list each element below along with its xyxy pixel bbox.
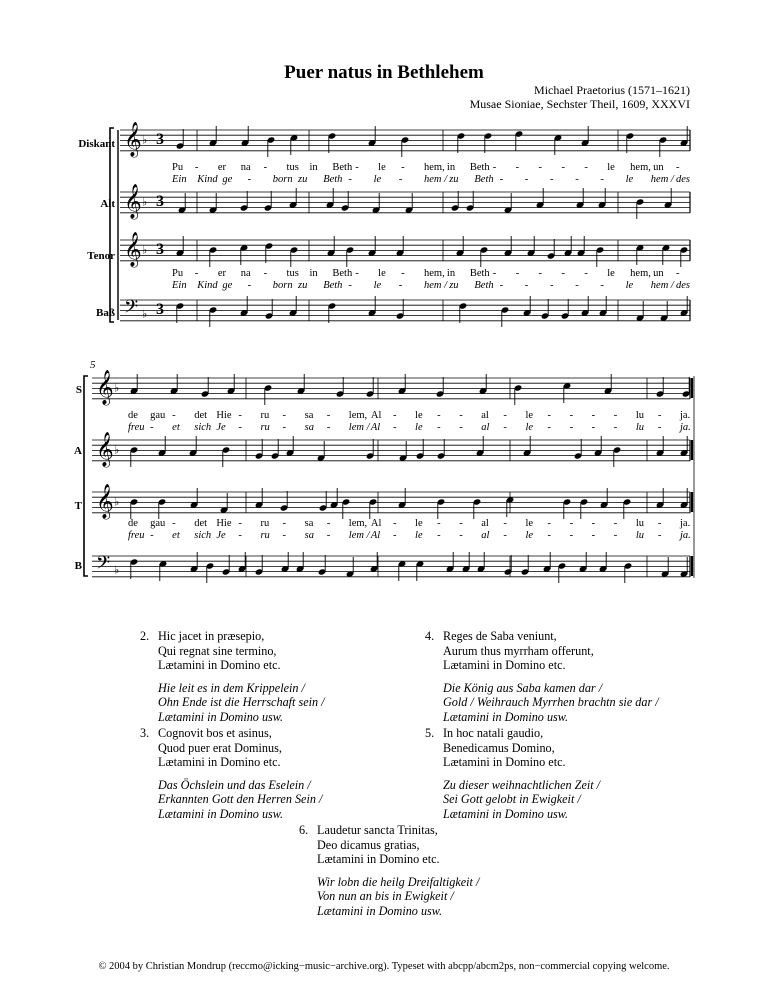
lyric-syllable-german: Beth <box>474 174 494 185</box>
lyric-syllable-german: le <box>525 530 534 541</box>
lyric-syllable-german: - <box>499 174 504 185</box>
lyric-syllable-german: zu <box>298 280 308 291</box>
lyric-syllable-german: lem / <box>348 530 370 541</box>
lyric-syllable-german: le <box>625 174 634 185</box>
verse-number: 6. <box>299 823 309 837</box>
verse-line: Lætamini in Domino etc. <box>443 755 566 769</box>
lyric-syllable-german: sa <box>304 530 314 541</box>
lyric-syllable-german: le <box>415 422 423 433</box>
lyric-syllable: - <box>355 162 359 173</box>
lyric-syllable: - <box>263 162 268 173</box>
lyric-syllable-german: Al <box>370 530 381 541</box>
lyric-syllable: - <box>492 162 497 173</box>
lyric-syllable-german: sich <box>194 422 212 433</box>
lyric-syllable: gau <box>150 410 166 421</box>
lyric-syllable-german: lu <box>635 530 644 541</box>
lyric-syllable: - <box>584 162 588 173</box>
lyric-syllable-german: le <box>373 280 382 291</box>
lyric-syllable: - <box>676 162 680 173</box>
verse-line: Quod puer erat Dominus, <box>158 740 282 755</box>
verse-line-german: Lætamini in Domino usw. <box>158 709 284 724</box>
lyric-syllable-german: hem / <box>650 280 674 291</box>
lyric-syllable: le <box>415 518 423 529</box>
lyric-syllable-german: - <box>499 280 504 291</box>
lyric-syllable-german: - <box>282 422 287 433</box>
lyric-syllable-german: Je <box>216 530 226 541</box>
lyric-syllable-german: - <box>282 530 287 541</box>
lyric-syllable: Beth <box>469 268 490 279</box>
lyric-syllable: hem, <box>630 162 651 173</box>
lyric-syllable-german: hem / <box>424 280 448 291</box>
lyric-syllable-german: ja. <box>680 422 691 433</box>
verse-line: Lætamini in Domino etc. <box>443 658 566 672</box>
lyric-syllable: in <box>309 268 318 279</box>
verse-line: Aurum thus myrrham offerunt, <box>443 643 594 658</box>
lyric-syllable: le <box>525 518 534 529</box>
lyric-syllable: - <box>591 410 596 421</box>
time-signature: 3 <box>156 241 164 258</box>
lyric-syllable: - <box>172 410 176 421</box>
lyric-syllable-german: Ein <box>172 174 187 185</box>
lyric-syllable-german: - <box>657 530 662 541</box>
lyric-syllable: le <box>607 268 615 279</box>
voice-label-tenor: Tenor <box>87 250 115 262</box>
flat-key-icon: ♭ <box>142 307 148 321</box>
verse-5 <box>425 726 601 821</box>
lyric-syllable: de <box>128 410 138 421</box>
verse-line: Lætamini in Domino etc. <box>158 658 281 672</box>
lyric-syllable: ru <box>260 410 270 421</box>
verse-6 <box>299 823 480 918</box>
lyric-syllable-german: - <box>247 280 252 291</box>
lyric-syllable: - <box>584 268 588 279</box>
verse-line: Benedicamus Domino, <box>443 740 555 755</box>
lyric-syllable-german: born <box>272 280 293 291</box>
lyric-syllable: er <box>217 162 226 173</box>
page-title: Puer natus in Bethlehem <box>284 62 484 83</box>
verse-line: Reges de Saba veniunt, <box>443 629 557 643</box>
lyric-syllable-german: - <box>150 530 154 541</box>
lyric-syllable-german: et <box>172 422 180 433</box>
lyric-syllable-german: le <box>625 280 634 291</box>
lyric-syllable-german: et <box>172 530 180 541</box>
treble-clef-icon: 𝄞 <box>124 232 142 267</box>
lyric-syllable: - <box>282 410 287 421</box>
flat-key-icon: ♭ <box>114 443 120 457</box>
lyric-syllable-german: - <box>569 422 574 433</box>
lyric-syllable: sa <box>304 410 314 421</box>
lyric-syllable-german: - <box>575 174 579 185</box>
composer-credit: Michael Praetorius (1571–1621) <box>534 83 690 97</box>
voice-label-b: B <box>74 560 82 572</box>
lyric-syllable: Beth <box>332 162 353 173</box>
lyric-syllable: Hie <box>216 410 232 421</box>
verse-4 <box>425 629 659 724</box>
lyric-syllable-german: - <box>547 422 552 433</box>
verse-line-german: Ohn Ende ist die Herrschaft sein / <box>158 695 325 709</box>
lyric-syllable-german: born <box>272 174 293 185</box>
lyric-syllable-german: ru <box>260 530 270 541</box>
lyric-syllable-german: - <box>547 530 552 541</box>
lyric-syllable: - <box>561 162 565 173</box>
lyric-syllable: - <box>657 410 662 421</box>
lyric-syllable: hem, <box>630 268 651 279</box>
lyric-syllable: - <box>392 410 397 421</box>
lyric-syllable: - <box>326 518 331 529</box>
treble-clef-icon: 𝄞 <box>96 432 114 467</box>
lyric-syllable-german: - <box>550 174 554 185</box>
system-bracket <box>84 376 88 576</box>
lyric-syllable-german: - <box>326 422 331 433</box>
verse-line-german: Gold / Weihrauch Myrrhen brachtn sie dar / <box>443 695 659 709</box>
lyric-syllable: - <box>515 162 520 173</box>
lyric-syllable-german: - <box>613 422 618 433</box>
lyric-syllable-german: - <box>613 530 618 541</box>
lyric-syllable: - <box>282 518 287 529</box>
lyric-syllable-german: - <box>524 280 529 291</box>
lyric-syllable-german: - <box>348 174 352 185</box>
lyric-syllable: al <box>481 518 489 529</box>
verse-line-german: Zu dieser weihnachtlichen Zeit / <box>443 777 601 792</box>
verse-number: 2. <box>140 629 150 643</box>
verse-line-german: Sei Gott gelobt in Ewigkeit / <box>443 792 581 806</box>
lyric-syllable: Al <box>370 410 382 421</box>
lyric-syllable: na <box>240 162 251 173</box>
lyric-syllable: Pu <box>172 162 184 173</box>
treble-clef-icon: 𝄞 <box>96 484 114 519</box>
lyric-syllable-german: - <box>398 280 403 291</box>
flat-key-icon: ♭ <box>114 563 120 577</box>
lyric-syllable: ru <box>260 518 270 529</box>
verse-line-german: Lætamini in Domino usw. <box>317 903 443 918</box>
flat-key-icon: ♭ <box>142 243 148 257</box>
lyric-syllable: hem, <box>424 162 445 173</box>
lyric-syllable-german: - <box>459 422 463 433</box>
lyric-syllable: le <box>607 162 615 173</box>
lyric-syllable: un <box>653 268 664 279</box>
lyric-syllable-german: - <box>238 530 242 541</box>
lyric-syllable-german: ru <box>260 422 270 433</box>
lyric-syllable-german: zu <box>449 174 459 185</box>
lyric-syllable: - <box>437 518 441 529</box>
lyric-syllable: - <box>515 268 520 279</box>
voice-label-s: S <box>75 384 82 396</box>
lyric-syllable-german: le <box>373 174 382 185</box>
verse-line: Deo dicamus gratias, <box>317 837 420 852</box>
lyric-syllable: hem, <box>424 268 445 279</box>
lyric-syllable-german: lem / <box>348 422 370 433</box>
voice-label-t: T <box>74 500 82 512</box>
lyric-syllable-german: - <box>437 422 441 433</box>
lyric-syllable: lu <box>635 410 644 421</box>
lyric-syllable-german: - <box>503 530 507 541</box>
copyright-footer: © 2004 by Christian Mondrup (reccmo@icking−music−archive.org). Typeset with abcpp/abcm2ps, non−commercial copying welcome. <box>98 961 670 972</box>
lyric-syllable: le <box>378 268 386 279</box>
lyric-syllable: tus <box>286 268 299 279</box>
verse-number: 5. <box>425 726 435 740</box>
lyric-syllable-german: Beth <box>323 280 343 291</box>
lyric-syllable-german: hem / <box>650 174 674 185</box>
lyric-syllable: - <box>503 410 507 421</box>
lyric-syllable: - <box>263 268 268 279</box>
lyric-syllable-german: hem / <box>424 174 448 185</box>
lyric-syllable: - <box>538 162 543 173</box>
lyric-syllable: - <box>392 518 397 529</box>
lyric-syllable-german: - <box>398 174 403 185</box>
lyric-syllable: le <box>415 410 423 421</box>
lyric-syllable: - <box>172 518 176 529</box>
lyric-syllable: - <box>437 410 441 421</box>
lyric-syllable: un <box>653 162 664 173</box>
lyric-syllable: - <box>657 518 662 529</box>
time-signature: 3 <box>156 301 164 318</box>
lyric-syllable-german: Beth <box>323 174 343 185</box>
time-signature: 3 <box>156 131 164 148</box>
lyric-syllable: in <box>446 268 456 279</box>
lyric-syllable-german: al <box>481 422 490 433</box>
lyric-syllable-german: Je <box>216 422 226 433</box>
lyric-syllable-german: - <box>150 422 154 433</box>
lyric-syllable: - <box>547 518 552 529</box>
lyric-syllable-german: - <box>326 530 331 541</box>
lyric-syllable: lu <box>635 518 644 529</box>
bass-clef-icon: 𝄢 <box>124 297 139 322</box>
voice-label-a: A <box>74 445 82 457</box>
lyric-syllable-german: lu <box>635 422 644 433</box>
lyric-syllable: - <box>613 518 618 529</box>
lyric-syllable-german: sich <box>194 530 212 541</box>
lyric-syllable-german: freu <box>128 422 145 433</box>
verse-line: In hoc natali gaudio, <box>443 726 544 740</box>
lyric-syllable: le <box>525 410 534 421</box>
lyric-syllable-german: - <box>575 280 579 291</box>
lyric-syllable: - <box>401 268 405 279</box>
measure-number: 5 <box>90 359 96 371</box>
lyric-syllable-german: - <box>600 280 604 291</box>
lyric-syllable-german: - <box>348 280 352 291</box>
lyric-syllable: er <box>217 268 226 279</box>
lyric-syllable-german: freu <box>128 530 145 541</box>
lyric-syllable: - <box>561 268 565 279</box>
lyric-syllable-german: - <box>591 530 596 541</box>
lyric-syllable: al <box>481 410 489 421</box>
lyric-syllable: - <box>459 410 463 421</box>
treble-clef-icon: 𝄞 <box>96 370 114 405</box>
lyric-syllable-german: - <box>591 422 596 433</box>
lyric-syllable: - <box>401 162 405 173</box>
verse-number: 4. <box>425 629 435 643</box>
lyric-syllable-german: ge <box>222 280 233 291</box>
lyric-syllable-german: des <box>676 174 690 185</box>
lyric-syllable-german: le <box>525 422 534 433</box>
lyric-syllable-german: - <box>550 280 554 291</box>
lyric-syllable: Al <box>370 518 382 529</box>
lyric-syllable: - <box>569 410 574 421</box>
system-bracket <box>110 128 114 322</box>
lyric-syllable-german: - <box>503 422 507 433</box>
verse-line-german: Lætamini in Domino usw. <box>443 709 569 724</box>
lyric-syllable-german: - <box>600 174 604 185</box>
voice-label-bass: Baß <box>96 307 115 319</box>
treble-clef-icon: 𝄞 <box>124 122 142 157</box>
verse-line: Lætamini in Domino etc. <box>158 755 281 769</box>
lyric-syllable: - <box>538 268 543 279</box>
lyric-syllable: det <box>194 410 208 421</box>
lyric-syllable: - <box>569 518 574 529</box>
voice-label-diskant: Diskant <box>78 138 115 150</box>
bass-clef-icon: 𝄢 <box>96 553 111 578</box>
verse-line-german: Die König aus Saba kamen dar / <box>443 680 603 695</box>
voice-label-alt: Alt <box>100 198 115 210</box>
lyric-syllable: - <box>676 268 680 279</box>
lyric-syllable-german: zu <box>298 174 308 185</box>
lyric-syllable-german: - <box>247 174 252 185</box>
lyric-syllable: sa <box>304 518 314 529</box>
source-reference: Musae Sioniae, Sechster Theil, 1609, XXXVI <box>469 97 690 111</box>
lyric-syllable: tus <box>286 162 299 173</box>
lyric-syllable: in <box>446 162 456 173</box>
lyric-syllable-german: - <box>657 422 662 433</box>
lyric-syllable-german: - <box>437 530 441 541</box>
flat-key-icon: ♭ <box>142 133 148 147</box>
lyric-syllable-german: Beth <box>474 280 494 291</box>
treble-clef-icon: 𝄞 <box>124 184 142 219</box>
lyric-syllable: - <box>591 518 596 529</box>
verse-number: 3. <box>140 726 150 740</box>
lyric-syllable: - <box>492 268 497 279</box>
verse-line-german: Hie leit es in dem Krippelein / <box>158 680 305 695</box>
lyric-syllable: - <box>194 268 199 279</box>
verse-3 <box>140 726 323 821</box>
time-signature: 3 <box>156 193 164 210</box>
lyric-syllable: - <box>613 410 618 421</box>
lyric-syllable: det <box>194 518 208 529</box>
lyric-syllable: gau <box>150 518 166 529</box>
verse-line: Cognovit bos et asinus, <box>158 726 272 740</box>
lyric-syllable: lem, <box>348 410 368 421</box>
flat-key-icon: ♭ <box>142 195 148 209</box>
verse-line-german: Das Öchslein und das Eselein / <box>158 777 311 792</box>
verse-line-german: Erkannten Gott den Herren Sein / <box>158 792 323 806</box>
lyric-syllable: - <box>547 410 552 421</box>
lyric-syllable-german: - <box>392 530 397 541</box>
lyric-syllable-german: - <box>569 530 574 541</box>
lyric-syllable: lem, <box>348 518 368 529</box>
lyric-syllable: ja. <box>680 518 691 529</box>
lyric-syllable-german: Ein <box>172 280 187 291</box>
verse-line-german: Wir lobn die heilg Dreifaltigkeit / <box>317 874 480 889</box>
lyric-syllable-german: ge <box>222 174 233 185</box>
verse-line: Hic jacet in præsepio, <box>158 629 265 643</box>
lyric-syllable: - <box>355 268 359 279</box>
verse-line-german: Lætamini in Domino usw. <box>158 806 284 821</box>
flat-key-icon: ♭ <box>114 495 120 509</box>
lyric-syllable: - <box>238 518 242 529</box>
verse-line: Lætamini in Domino etc. <box>317 852 440 866</box>
lyric-syllable-german: Kind <box>197 174 218 185</box>
lyric-syllable-german: zu <box>449 280 459 291</box>
lyric-syllable: Beth <box>332 268 353 279</box>
lyric-syllable-german: - <box>392 422 397 433</box>
lyric-syllable-german: ja. <box>680 530 691 541</box>
verse-line-german: Von nun an bis in Ewigkeit / <box>317 889 454 903</box>
lyric-syllable-german: al <box>481 530 490 541</box>
lyric-syllable: - <box>503 518 507 529</box>
lyric-syllable-german: - <box>238 422 242 433</box>
lyric-syllable: na <box>240 268 251 279</box>
lyric-syllable: le <box>378 162 386 173</box>
verse-2 <box>140 629 325 724</box>
lyric-syllable-german: Kind <box>197 280 218 291</box>
flat-key-icon: ♭ <box>114 381 120 395</box>
lyric-syllable: - <box>459 518 463 529</box>
lyric-syllable-german: sa <box>304 422 314 433</box>
lyric-syllable: ja. <box>680 410 691 421</box>
lyric-syllable-german: - <box>459 530 463 541</box>
lyric-syllable-german: - <box>524 174 529 185</box>
verse-line-german: Lætamini in Domino usw. <box>443 806 569 821</box>
lyric-syllable-german: Al <box>370 422 381 433</box>
lyric-syllable: Beth <box>469 162 490 173</box>
verse-line: Laudetur sancta Trinitas, <box>317 823 438 837</box>
lyric-syllable: Hie <box>216 518 232 529</box>
lyric-syllable: - <box>238 410 242 421</box>
lyric-syllable: de <box>128 518 138 529</box>
lyric-syllable: - <box>326 410 331 421</box>
lyric-syllable: - <box>194 162 199 173</box>
verse-line: Qui regnat sine termino, <box>158 643 277 658</box>
lyric-syllable: Pu <box>172 268 184 279</box>
lyric-syllable-german: des <box>676 280 690 291</box>
lyric-syllable: in <box>309 162 318 173</box>
lyric-syllable-german: le <box>415 530 423 541</box>
